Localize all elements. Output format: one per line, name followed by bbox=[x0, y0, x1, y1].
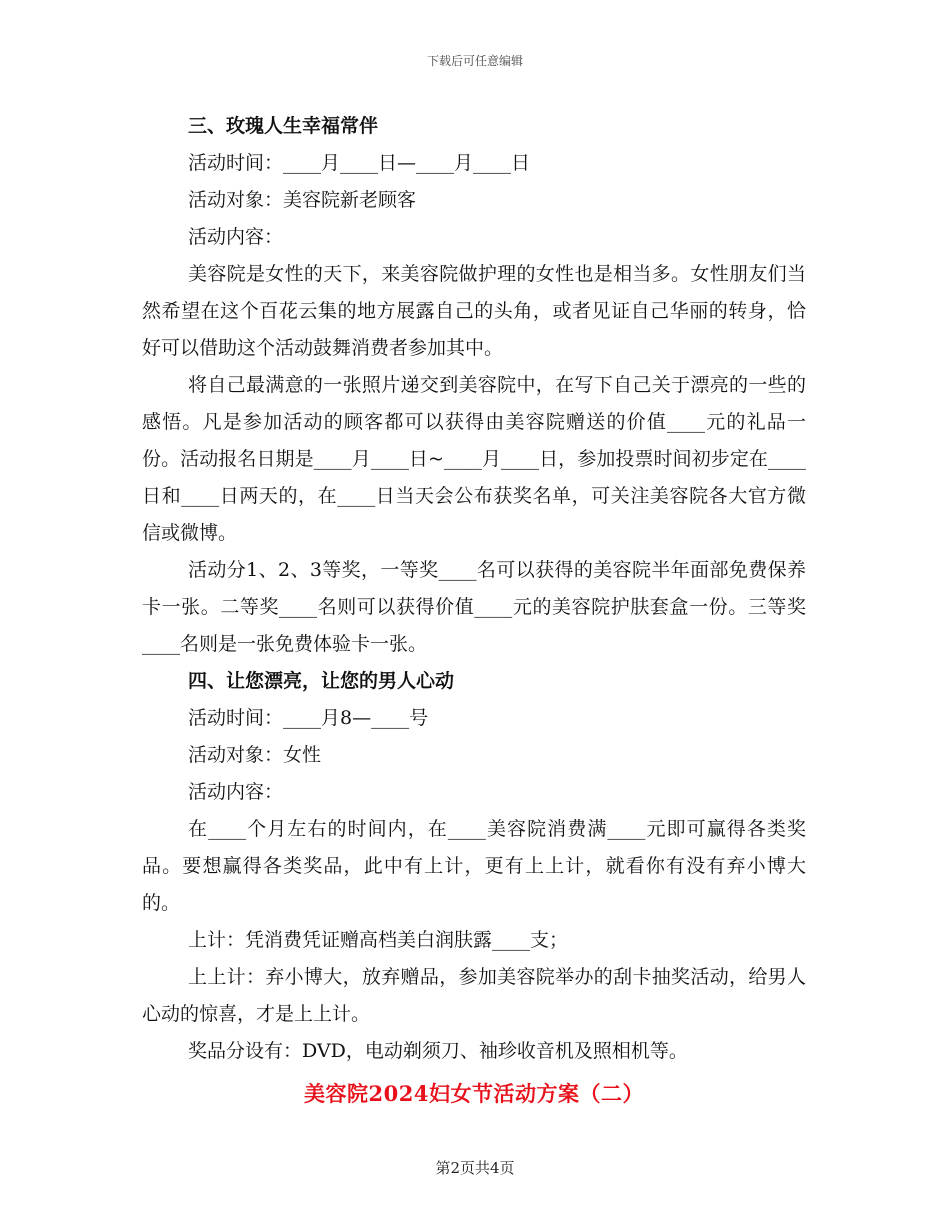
document-subtitle: 美容院2024妇女节活动方案（二） bbox=[304, 1081, 644, 1106]
activity-target: 活动对象：女性 bbox=[188, 744, 322, 766]
activity-time: 活动时间：____月8—____号 bbox=[188, 707, 429, 729]
paragraph: 上计：凭消费凭证赠高档美白润肤露____支； bbox=[188, 929, 569, 951]
paragraph: 上上计：弃小博大，放弃赠品，参加美容院举办的刮卡抽奖活动，给男人心动的惊喜，才是上上计。 bbox=[142, 966, 806, 1025]
section-heading: 三、玫瑰人生幸福常伴 bbox=[188, 115, 379, 137]
paragraph: 美容院是女性的天下，来美容院做护理的女性也是相当多。女性朋友们当然希望在这个百花云集的地方展露自己的头角，或者见证自己华丽的转身，恰好可以借助这个活动鼓舞消费者参加其中。 bbox=[142, 263, 806, 359]
activity-content-label: 活动内容： bbox=[188, 226, 284, 248]
activity-time: 活动时间：____月____日—____月____日 bbox=[188, 152, 531, 174]
activity-target: 活动对象：美容院新老顾客 bbox=[188, 189, 417, 211]
page-footer: 第2页共4页 bbox=[435, 1159, 515, 1177]
paragraph: 在____个月左右的时间内，在____美容院消费满____元即可赢得各类奖品。要想赢得各类奖品，此中有上计，更有上上计，就看你有没有弃小博大的。 bbox=[142, 818, 806, 914]
paragraph: 活动分1、2、3等奖，一等奖____名可以获得的美容院半年面部免费保养卡一张。二等奖____名则可以获得价值____元的美容院护肤套盒一份。三等奖____名则是一张免费体验卡一张。 bbox=[142, 559, 806, 655]
page-header: 下载后可任意编辑 bbox=[426, 54, 523, 68]
paragraph: 奖品分设有：DVD，电动剃须刀、袖珍收音机及照相机等。 bbox=[188, 1040, 688, 1062]
document-body bbox=[142, 108, 806, 1116]
activity-content-label: 活动内容： bbox=[188, 781, 284, 803]
section-heading: 四、让您漂亮，让您的男人心动 bbox=[188, 670, 455, 692]
paragraph: 将自己最满意的一张照片递交到美容院中，在写下自己关于漂亮的一些的感悟。凡是参加活动的顾客都可以获得由美容院赠送的价值____元的礼品一份。活动报名日期是____月____日~____月____日，参加投票时间初步定在____日和____日两天的，在____日当天会公布获奖名单，可关注美容院各大官方微信或微博。 bbox=[142, 374, 806, 544]
